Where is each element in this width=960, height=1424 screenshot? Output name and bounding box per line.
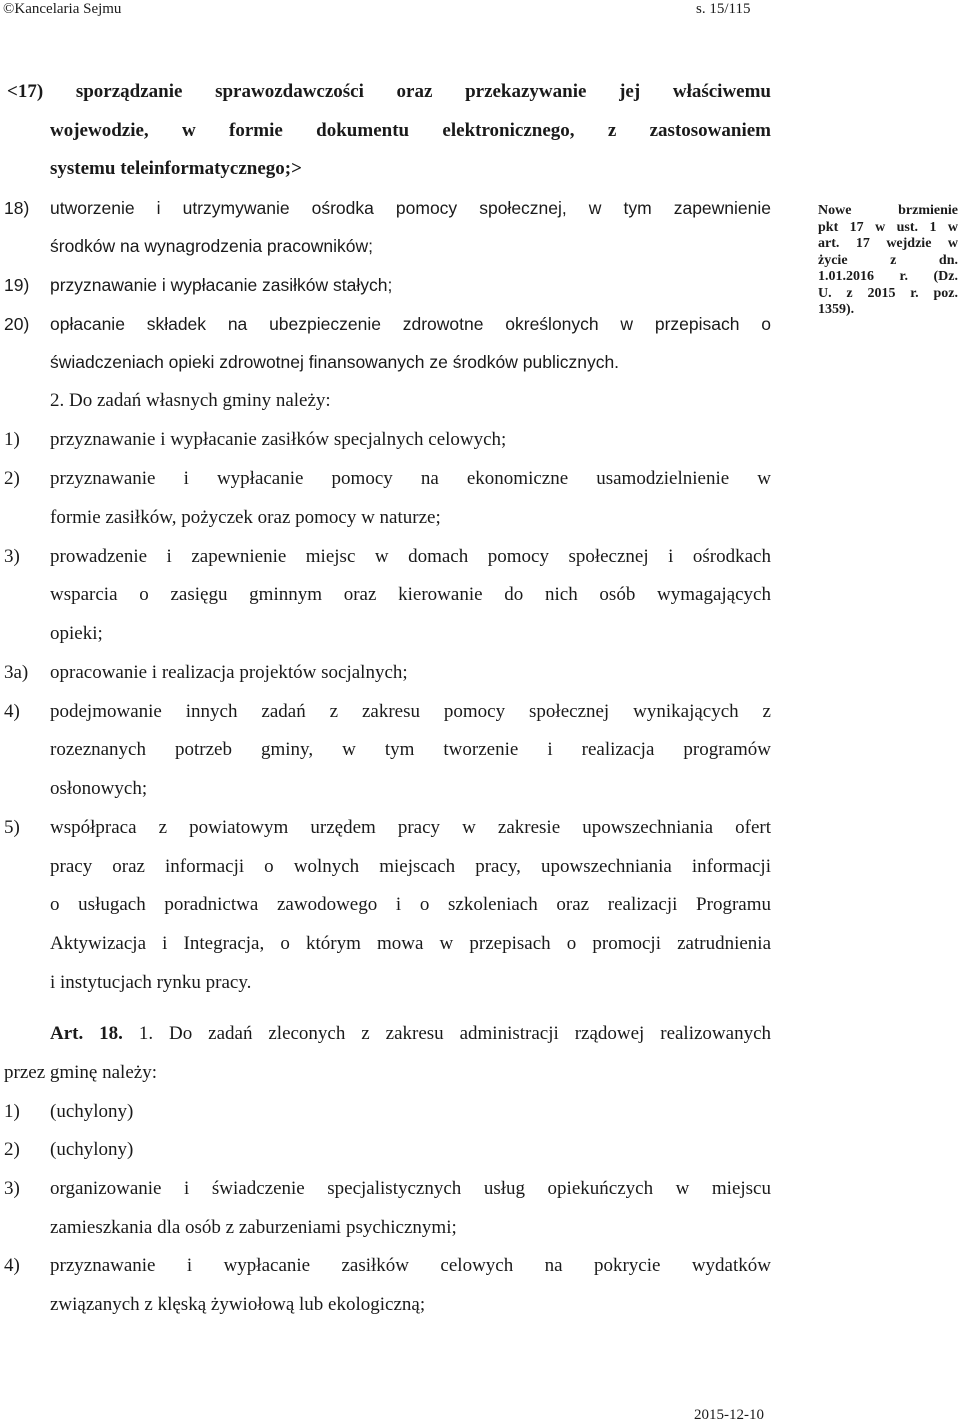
point-17-line-3: systemu teleinformatycznego;> — [50, 158, 302, 179]
side-note-line: Nowe brzmienie — [818, 203, 958, 218]
side-note-line: pkt 17 w ust. 1 w — [818, 219, 958, 235]
article-18-point-3-line-2: zamieszkania dla osób z zaburzeniami psychicznymi; — [50, 1217, 457, 1238]
section-2-point-4-line-3: osłonowych; — [50, 778, 148, 799]
side-note-line: 1.01.2016 r. (Dz. — [818, 269, 958, 284]
side-note — [818, 203, 958, 319]
section-2-point-5-line-1: współpraca z powiatowym urzędem pracy w zakresie upowszechniania ofert — [50, 817, 771, 838]
section-2-point-3-line-2: wsparcia o zasięgu gminnym oraz kierowanie do nich osób wymagających — [50, 584, 771, 605]
section-2-point-3-line-3: opieki; — [50, 623, 103, 644]
point-18-line-2: środków na wynagrodzenia pracowników; — [50, 236, 373, 256]
section-2-point-5-line-4: Aktywizacja i Integracja, o którym mowa w przepisach o promocji zatrudnienia — [50, 933, 771, 954]
article-18-point-2-text: (uchylony) — [50, 1139, 134, 1160]
side-note-line: 1359). — [818, 302, 855, 317]
article-18-point-4-line-2: związanych z klęską żywiołową lub ekologiczną; — [50, 1294, 426, 1315]
point-17-line-2: wojewodzie, w formie dokumentu elektronicznego, z zastosowaniem — [50, 120, 771, 141]
section-2-point-5-line-2: pracy oraz informacji o wolnych miejscach pracy, upowszechniania informacji — [50, 856, 771, 877]
section-2-intro: 2. Do zadań własnych gminy należy: — [50, 390, 331, 411]
section-2-point-1-text: przyznawanie i wypłacanie zasiłków specjalnych celowych; — [50, 429, 507, 450]
article-18-point-1-text: (uchylony) — [50, 1101, 134, 1122]
point-17-line-1: <17) sporządzanie sprawozdawczości oraz przekazywanie jej właściwemu — [7, 81, 771, 102]
point-20-line-1: opłacanie składek na ubezpieczenie zdrowotne określonych w przepisach o — [50, 314, 771, 334]
point-18-line-1: utworzenie i utrzymywanie ośrodka pomocy społecznej, w tym zapewnienie — [50, 198, 771, 218]
article-18-label: Art. 18. — [50, 1023, 123, 1044]
header-copyright: ©Kancelaria Sejmu — [3, 1, 122, 17]
section-2-point-4-line-1: podejmowanie innych zadań z zakresu pomocy społecznej wynikających z — [50, 701, 771, 722]
section-2-point-5-line-5: i instytucjach rynku pracy. — [50, 972, 252, 993]
footer-date: 2015-12-10 — [694, 1407, 764, 1423]
side-note-line: życie z dn. — [818, 252, 958, 268]
article-18-line-2: przez gminę należy: — [4, 1062, 157, 1083]
section-2-point-2-line-2: formie zasiłków, pożyczek oraz pomocy w naturze; — [50, 507, 441, 528]
side-note-line: art. 17 wejdzie w — [818, 236, 958, 251]
article-18-line-1: Art. 18. 1. Do zadań zleconych z zakresu administracji rządowej realizowanych — [50, 1023, 772, 1044]
section-2-point-3a-text: opracowanie i realizacja projektów socjalnych; — [50, 662, 408, 683]
point-20-line-2: świadczeniach opieki zdrowotnej finansowanych ze środków publicznych. — [50, 352, 620, 372]
header-page-number: s. 15/115 — [696, 1, 751, 17]
article-18-point-4-line-1: przyznawanie i wypłacanie zasiłków celowych na pokrycie wydatków — [50, 1255, 771, 1276]
side-note-line: U. z 2015 r. poz. — [818, 285, 958, 301]
section-2-point-3-line-1: prowadzenie i zapewnienie miejsc w domach pomocy społecznej i ośrodkach — [50, 546, 771, 567]
article-18-point-3-line-1: organizowanie i świadczenie specjalistycznych usług opiekuńczych w miejscu — [50, 1178, 771, 1199]
point-19-text: przyznawanie i wypłacanie zasiłków stałych; — [50, 275, 393, 295]
section-2-point-5-line-3: o usługach poradnictwa zawodowego i o szkoleniach oraz realizacji Programu — [50, 894, 771, 915]
section-2-point-4-line-2: rozeznanych potrzeb gminy, w tym tworzenie i realizacja programów — [50, 739, 771, 760]
section-2-point-2-line-1: przyznawanie i wypłacanie pomocy na ekonomiczne usamodzielnienie w — [50, 468, 771, 489]
document-page: ©Kancelaria Sejmu s. 15/115 <17) sporządzanie sprawozdawczości oraz przekazywanie jej właściwemu wojewodzie, w formie dokumentu elektronicznego, z zastosowaniem systemu teleinformatycznego;> 18) utworzenie i utrzymywanie ośrodka pomocy społecznej, w tym zapewnienie środków na wynagrodzenia pracowników; 19) przyznawanie i wypłacanie zasiłków stałych; 20) opłacanie składek na ubezpieczenie zdrowotne określonych w przepisach o świadczeniach opieki zdrowotnej finansowanych ze środków publicznych. Nowe brzmienie pkt 17 w ust. 1 w art. 17 wejdzie w życie z dn. 1.01.2016 r. (Dz. U. z 2015 r. poz. 1359). 2. Do zadań własnych gminy należy: 1) przyznawanie i wypłacanie zasiłków specjalnych celowych; 2) przyznawanie i wypłacanie pomocy na ekonomiczne usamodzielnienie w formie zasiłków, pożyczek oraz pomocy w naturze; 3) prowadzenie i zapewnienie miejsc w domach pomocy społecznej i ośrodkach wsparcia o zasięgu gminnym oraz kierowanie do nich osób wymagających opieki; 3a) opracowanie i realizacja projektów socjalnych; 4) podejmowanie innych zadań z zakresu pomocy społecznej wynikających z rozeznanych potrzeb gminy, w tym tworzenie i realizacja programów osłonowych; 5) współpraca z powiatowym urzędem pracy w zakresie upowszechniania ofert pracy oraz informacji o wolnych miejscach pracy, upowszechniania informacji o usługach poradnictwa zawodowego i o szkoleniach oraz realizacji Programu Aktywizacja i Integracja, o którym mowa w przepisach o promocji zatrudnienia i instytucjach rynku pracy. Art. 18. 1. Do zadań zleconych z zakresu administracji rządowej realizowanych przez gminę należy: 1) (uchylony) 2) (uchylony) 3) organizowanie i świadczenie specjalistycznych usług opiekuńczych w miejscu zamieszkania dla osób z zaburzeniami psychicznymi; 4) przyznawanie i wypłacanie zasiłków celowych na pokrycie wydatków związanych z klęską żywiołową lub ekologiczną; 2015-12-10 — [3, 1, 958, 1423]
